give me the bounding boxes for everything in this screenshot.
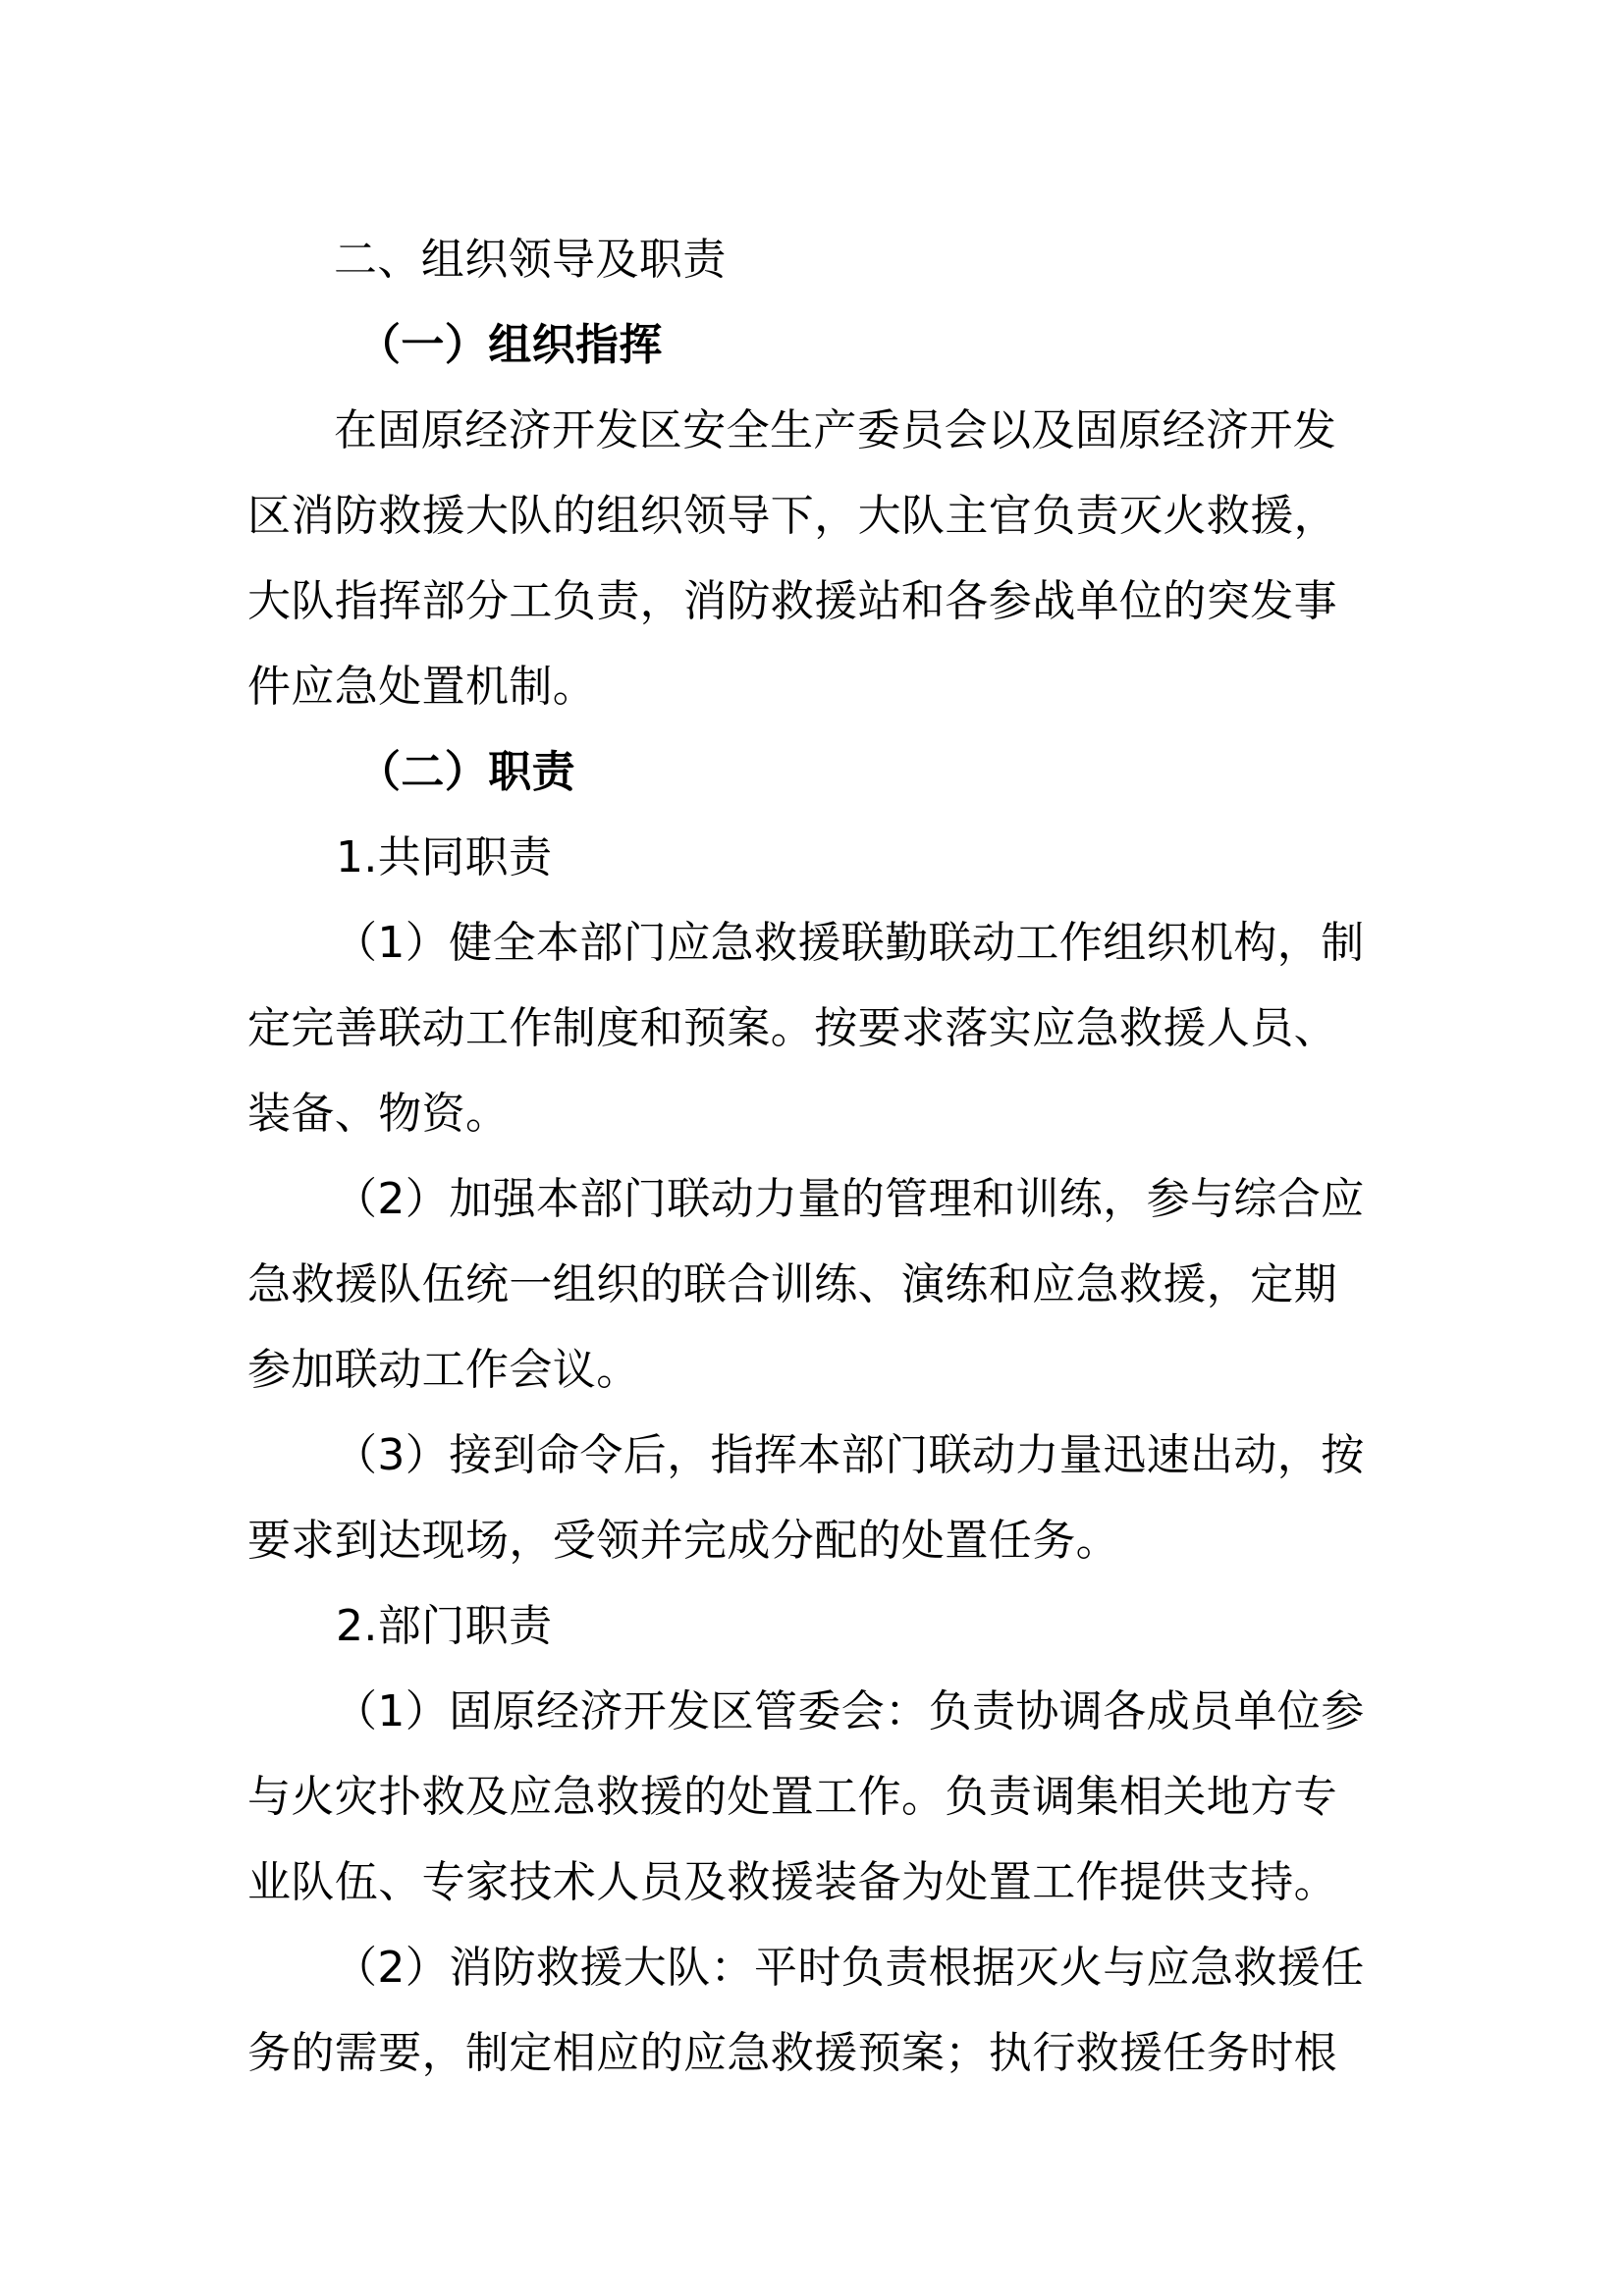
paragraph-line: 定完善联动工作制度和预案。按要求落实应急救援人员、 — [247, 1003, 1337, 1053]
paragraph-line: （2）加强本部门联动力量的管理和训练，参与综合应 — [334, 1174, 1365, 1224]
paragraph-line: 参加联动工作会议。 — [247, 1345, 640, 1395]
common-duty-item-2 — [247, 1175, 1386, 1431]
subsection-title-command: （一）组织指挥 — [357, 320, 663, 370]
paragraph-line: 业队伍、专家技术人员及救援装备为处置工作提供支持。 — [247, 1857, 1337, 1907]
paragraph-line: 在固原经济开发区安全生产委员会以及固原经济开发 — [334, 405, 1337, 455]
department-duty-item-2 — [247, 1944, 1386, 2114]
common-duty-item-1 — [247, 919, 1386, 1175]
paragraph-line: 与火灾扑救及应急救援的处置工作。负责调集相关地方专 — [247, 1772, 1337, 1822]
paragraph-line: 急救援队伍统一组织的联合训练、演练和应急救援，定期 — [247, 1259, 1337, 1309]
paragraph-line: 区消防救援大队的组织领导下，大队主官负责灭火救援， — [247, 491, 1337, 541]
department-duties-heading: 2.部门职责 — [336, 1601, 553, 1651]
paragraph-line: 大队指挥部分工负责，消防救援站和各参战单位的突发事 — [247, 576, 1337, 626]
paragraph-line: （2）消防救援大队：平时负责根据灭火与应急救援任 — [334, 1943, 1365, 1993]
document-page — [247, 236, 1386, 2114]
paragraph-line: 件应急处置机制。 — [247, 662, 597, 712]
paragraph-line: （1）固原经济开发区管委会：负责协调各成员单位参 — [334, 1686, 1365, 1736]
section-title: 二、组织领导及职责 — [334, 235, 727, 285]
department-duty-item-1 — [247, 1687, 1386, 1944]
paragraph-line: （3）接到命令后，指挥本部门联动力量迅速出动，按 — [334, 1430, 1365, 1480]
command-paragraph — [247, 406, 1386, 748]
paragraph-line: （1）健全本部门应急救援联勤联动工作组织机构，制 — [334, 918, 1365, 968]
common-duties-heading: 1.共同职责 — [336, 832, 553, 882]
paragraph-line: 务的需要，制定相应的应急救援预案；执行救援任务时根 — [247, 2028, 1337, 2078]
paragraph-line: 要求到达现场，受领并完成分配的处置任务。 — [247, 1516, 1119, 1566]
common-duty-item-3 — [247, 1431, 1386, 1602]
paragraph-line: 装备、物资。 — [247, 1089, 510, 1139]
subsection-title-duties: （二）职责 — [357, 747, 575, 797]
